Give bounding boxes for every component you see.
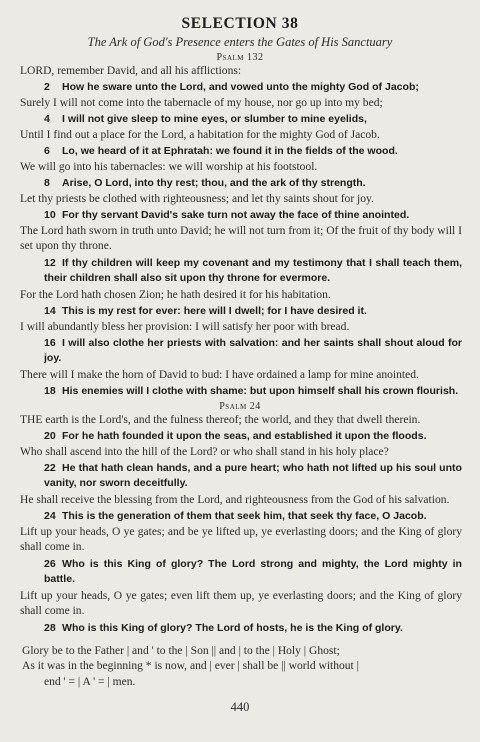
verse-26: 26 Who is this King of glory? The Lord strong and mighty, the Lord mighty in battle. bbox=[44, 558, 462, 586]
verse-27: Lift up your heads, O ye gates; even lift them up, ye everlasting doors; and the King of glory shall come in. bbox=[20, 590, 462, 618]
verse-6: 6 Lo, we heard of it at Ephratah: we found it in the fields of the wood. bbox=[44, 145, 398, 157]
verse-21: Who shall ascend into the hill of the Lord? or who shall stand in his holy place? bbox=[20, 446, 389, 458]
gloria-line-2: As it was in the beginning * is now, and | ever | shall be || world without | bbox=[22, 660, 359, 673]
verse-13: For the Lord hath chosen Zion; he hath desired it for his habitation. bbox=[20, 289, 331, 301]
gloria-patri bbox=[22, 644, 462, 690]
verse-20: 20 For he hath founded it upon the seas, and established it upon the floods. bbox=[44, 430, 427, 442]
verse-4: 4 I will not give sleep to mine eyes, or slumber to mine eyelids, bbox=[44, 113, 367, 125]
verse-16: 16 I will also clothe her priests with salvation: and her saints shall shout aloud for joy. bbox=[44, 337, 462, 365]
page-number: 440 bbox=[230, 700, 250, 714]
psalm-heading-24: Psalm 24 bbox=[219, 401, 261, 412]
verse-14: 14 This is my rest for ever: here will I dwell; for I have desired it. bbox=[44, 305, 367, 317]
verse-12: 12 If thy children will keep my covenant and my testimony that I shall teach them, their children shall also sit upon thy throne for evermore. bbox=[44, 257, 462, 285]
selection-title: SELECTION 38 bbox=[181, 15, 299, 32]
selection-subtitle: The Ark of God's Presence enters the Gates of His Sanctuary bbox=[87, 35, 393, 49]
psalm-heading-132: Psalm 132 bbox=[216, 52, 264, 63]
verse-3: Surely I will not come into the tabernacle of my house, nor go up into my bed; bbox=[20, 97, 383, 109]
verse-7: We will go into his tabernacles: we will worship at his footstool. bbox=[20, 161, 318, 173]
verse-1: LORD, remember David, and all his afflictions: bbox=[20, 65, 242, 77]
verse-17: There will I make the horn of David to bud: I have ordained a lamp for mine anointed. bbox=[20, 369, 419, 381]
gloria-line-3: end ' = | A ' = | men. bbox=[44, 675, 136, 688]
verse-22: 22 He that hath clean hands, and a pure heart; who hath not lifted up his soul unto vanity, nor sworn deceitfully. bbox=[44, 462, 462, 490]
verse-19: THE earth is the Lord's, and the fulness thereof; the world, and they that dwell therein. bbox=[20, 414, 421, 426]
verse-2: 2 How he sware unto the Lord, and vowed unto the mighty God of Jacob; bbox=[44, 81, 419, 93]
verse-25: Lift up your heads, O ye gates; and be ye lifted up, ye everlasting doors; and the King of glory shall come in. bbox=[20, 526, 462, 554]
verse-24: 24 This is the generation of them that seek him, that seek thy face, O Jacob. bbox=[44, 510, 427, 522]
verse-9: Let thy priests be clothed with righteousness; and let thy saints shout for joy. bbox=[20, 193, 374, 205]
verse-8: 8 Arise, O Lord, into thy rest; thou, and the ark of thy strength. bbox=[44, 177, 366, 189]
verse-10: 10 For thy servant David's sake turn not away the face of thine anointed. bbox=[44, 209, 410, 221]
verse-11: The Lord hath sworn in truth unto David; he will not turn from it; Of the fruit of thy body will I set upon thy throne. bbox=[20, 225, 462, 253]
verse-23: He shall receive the blessing from the Lord, and righteousness from the God of his salvation. bbox=[20, 494, 450, 506]
verse-18: 18 His enemies will I clothe with shame: but upon himself shall his crown flourish. bbox=[44, 385, 459, 397]
verse-15: I will abundantly bless her provision: I will satisfy her poor with bread. bbox=[20, 321, 350, 333]
verse-28: 28 Who is this King of glory? The Lord of hosts, he is the King of glory. bbox=[44, 622, 403, 634]
verse-5: Until I find out a place for the Lord, a habitation for the mighty God of Jacob. bbox=[20, 129, 380, 141]
gloria-line-1: Glory be to the Father | and ' to the | Son || and | to the | Holy | Ghost; bbox=[22, 645, 340, 657]
